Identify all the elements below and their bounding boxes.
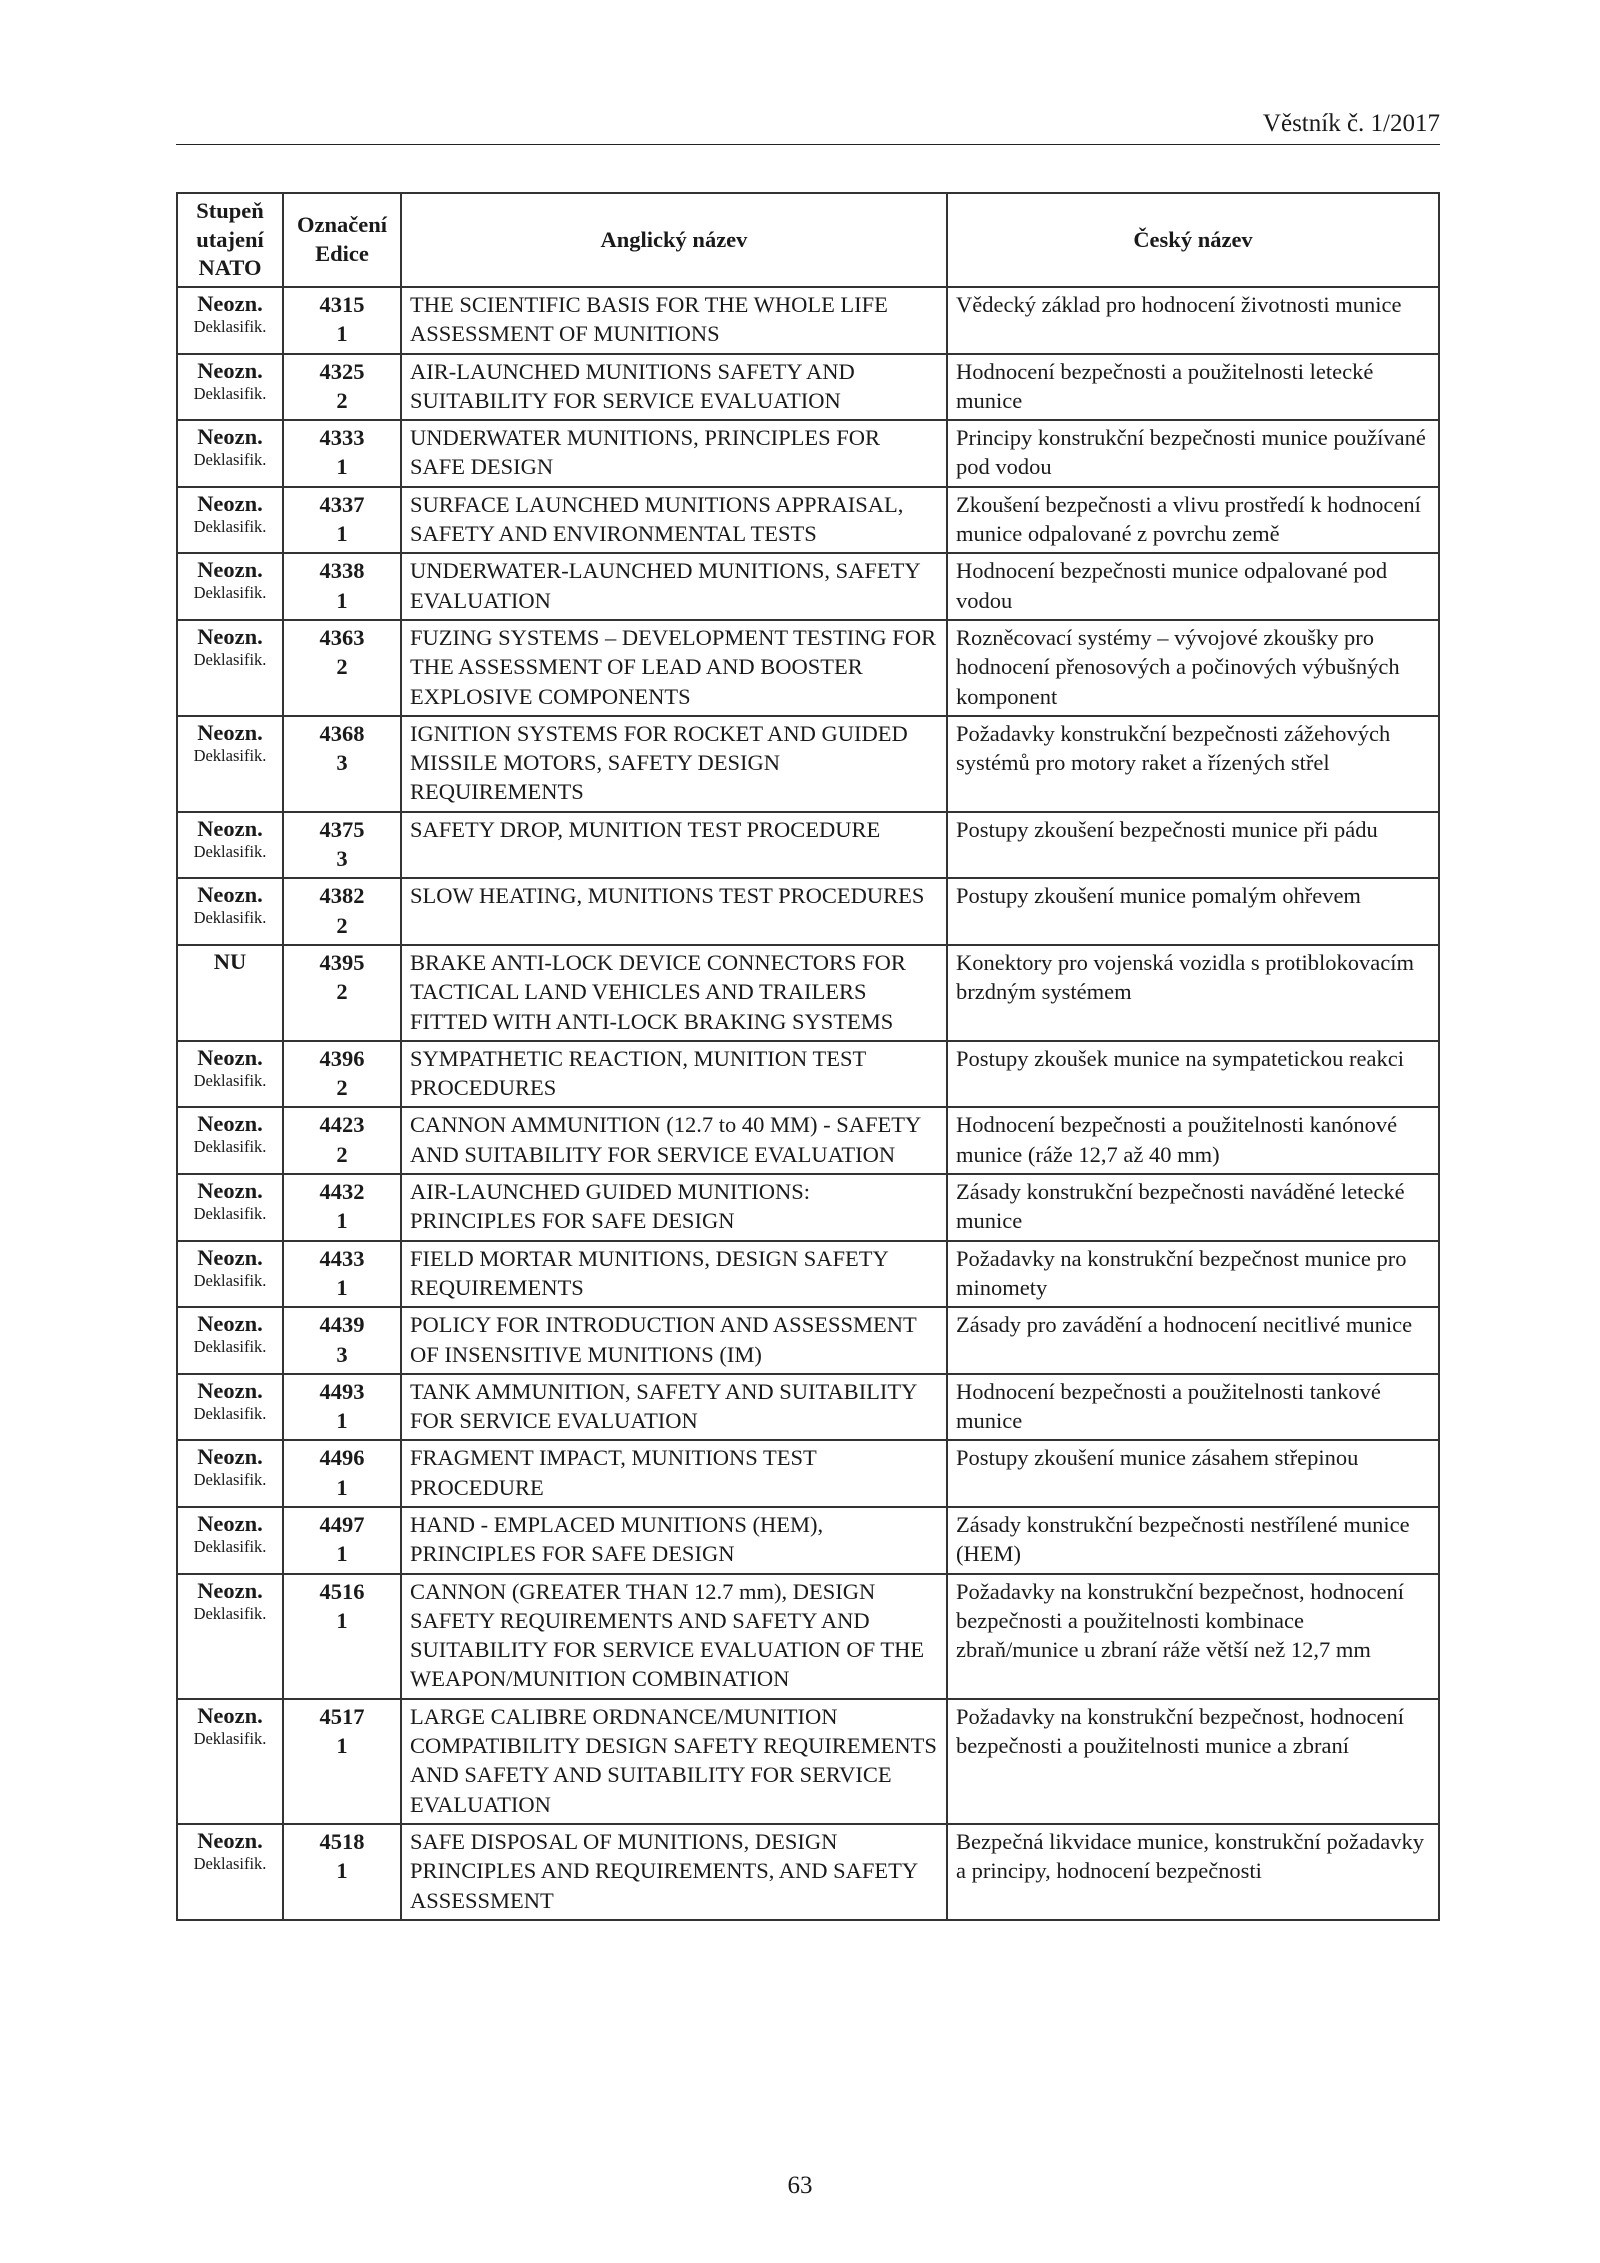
- designation-cell: [283, 354, 401, 421]
- table-row: [177, 1699, 1439, 1824]
- designation-cell: [283, 1374, 401, 1441]
- edition-number: 1: [336, 1208, 348, 1234]
- designation-cell: [283, 420, 401, 487]
- table-header-row: [177, 193, 1439, 287]
- english-name-cell: AIR-LAUNCHED MUNITIONS SAFETY AND SUITABILITY FOR SERVICE EVALUATION: [401, 354, 947, 421]
- czech-name-cell: Zásady konstrukční bezpečnosti nestřílené munice (HEM): [947, 1507, 1439, 1574]
- classification-level: NU: [213, 948, 247, 974]
- czech-name-cell: Hodnocení bezpečnosti a použitelnosti tankové munice: [947, 1374, 1439, 1441]
- classification-level: Neozn.: [197, 1377, 263, 1403]
- declassified-note: Deklasifik.: [193, 1603, 267, 1623]
- declassified-note: Deklasifik.: [193, 383, 267, 403]
- classification-cell: [177, 1307, 283, 1374]
- declassified-note: Deklasifik.: [193, 1204, 267, 1224]
- english-name-cell: AIR-LAUNCHED GUIDED MUNITIONS: PRINCIPLES FOR SAFE DESIGN: [401, 1174, 947, 1241]
- classification-cell: [177, 354, 283, 421]
- designation-cell: [283, 1699, 401, 1824]
- edition-number: 1: [336, 1541, 348, 1567]
- edition-number: 1: [336, 1607, 348, 1633]
- czech-name-cell: Hodnocení bezpečnosti munice odpalované pod vodou: [947, 553, 1439, 620]
- designation-cell: [283, 553, 401, 620]
- table-row: [177, 1440, 1439, 1507]
- designation-cell: [283, 1307, 401, 1374]
- designation-cell: [283, 487, 401, 554]
- english-name-cell: SAFETY DROP, MUNITION TEST PROCEDURE: [401, 812, 947, 879]
- edition-number: 1: [336, 321, 348, 347]
- classification-level: Neozn.: [197, 1044, 263, 1070]
- declassified-note: Deklasifik.: [193, 1137, 267, 1157]
- stanag-number: 4423: [319, 1112, 365, 1138]
- english-name-cell: FUZING SYSTEMS – DEVELOPMENT TESTING FOR THE ASSESSMENT OF LEAD AND BOOSTER EXPLOSIVE COMPONENTS: [401, 620, 947, 716]
- edition-number: 1: [336, 1408, 348, 1434]
- english-name-cell: CANNON (GREATER THAN 12.7 mm), DESIGN SAFETY REQUIREMENTS AND SAFETY AND SUITABILITY FOR SERVICE EVALUATION OF THE WEAPON/MUNITION COMBINATION: [401, 1574, 947, 1699]
- stanag-number: 4396: [319, 1045, 365, 1071]
- edition-number: 1: [336, 1858, 348, 1884]
- declassified-note: Deklasifik.: [193, 745, 267, 765]
- stanag-number: 4363: [319, 624, 365, 650]
- stanag-number: 4496: [319, 1445, 365, 1471]
- edition-number: 1: [336, 587, 348, 613]
- table-row: [177, 1574, 1439, 1699]
- edition-number: 3: [336, 846, 348, 872]
- classification-cell: [177, 1041, 283, 1108]
- classification-level: Neozn.: [197, 424, 263, 450]
- designation-cell: [283, 1824, 401, 1920]
- edition-number: 2: [336, 387, 348, 413]
- declassified-note: Deklasifik.: [193, 1536, 267, 1556]
- classification-level: Neozn.: [197, 1827, 263, 1853]
- classification-level: Neozn.: [197, 357, 263, 383]
- table-row: [177, 1241, 1439, 1308]
- edition-number: 2: [336, 912, 348, 938]
- stanag-number: 4395: [319, 949, 365, 975]
- czech-name-cell: Konektory pro vojenská vozidla s protiblokovacím brzdným systémem: [947, 945, 1439, 1041]
- stanag-number: 4375: [319, 816, 365, 842]
- classification-level: Neozn.: [197, 623, 263, 649]
- classification-cell: [177, 287, 283, 354]
- table-row: [177, 1507, 1439, 1574]
- table-row: [177, 1041, 1439, 1108]
- english-name-cell: FRAGMENT IMPACT, MUNITIONS TEST PROCEDURE: [401, 1440, 947, 1507]
- table-row: [177, 812, 1439, 879]
- czech-name-cell: Postupy zkoušek munice na sympatetickou reakci: [947, 1041, 1439, 1108]
- designation-cell: [283, 287, 401, 354]
- classification-cell: [177, 1174, 283, 1241]
- edition-number: 1: [336, 454, 348, 480]
- classification-cell: [177, 487, 283, 554]
- declassified-note: Deklasifik.: [193, 1470, 267, 1490]
- classification-level: Neozn.: [197, 882, 263, 908]
- classification-cell: [177, 945, 283, 1041]
- table-row: [177, 287, 1439, 354]
- designation-cell: [283, 1574, 401, 1699]
- classification-level: Neozn.: [197, 1577, 263, 1603]
- declassified-note: Deklasifik.: [193, 516, 267, 536]
- czech-name-cell: Požadavky konstrukční bezpečnosti zážehových systémů pro motory raket a řízených střel: [947, 716, 1439, 812]
- edition-number: 1: [336, 1474, 348, 1500]
- designation-cell: [283, 620, 401, 716]
- page-number: 63: [787, 2172, 813, 2199]
- classification-level: Neozn.: [197, 490, 263, 516]
- classification-level: Neozn.: [197, 1244, 263, 1270]
- declassified-note: Deklasifik.: [193, 1270, 267, 1290]
- english-name-cell: SAFE DISPOSAL OF MUNITIONS, DESIGN PRINCIPLES AND REQUIREMENTS, AND SAFETY ASSESSMENT: [401, 1824, 947, 1920]
- classification-level: Neozn.: [197, 291, 263, 316]
- declassified-note: Deklasifik.: [193, 450, 267, 470]
- classification-cell: [177, 878, 283, 945]
- stanag-number: 4315: [319, 292, 365, 317]
- classification-cell: [177, 812, 283, 879]
- english-name-cell: HAND - EMPLACED MUNITIONS (HEM), PRINCIPLES FOR SAFE DESIGN: [401, 1507, 947, 1574]
- classification-level: Neozn.: [197, 1311, 263, 1337]
- czech-name-cell: Rozněcovací systémy – vývojové zkoušky pro hodnocení přenosových a počinových výbušných komponent: [947, 620, 1439, 716]
- designation-cell: [283, 716, 401, 812]
- edition-number: 2: [336, 1075, 348, 1101]
- edition-number: 1: [336, 1274, 348, 1300]
- declassified-note: Deklasifik.: [193, 583, 267, 603]
- edition-number: 2: [336, 979, 348, 1005]
- stanag-number: 4516: [319, 1578, 365, 1604]
- declassified-note: Deklasifik.: [193, 1853, 267, 1873]
- czech-name-cell: Zkoušení bezpečnosti a vlivu prostředí k hodnocení munice odpalované z povrchu země: [947, 487, 1439, 554]
- header-classification: Stupeň utajení NATO: [177, 193, 283, 287]
- classification-level: Neozn.: [197, 1111, 263, 1137]
- edition-number: 3: [336, 1341, 348, 1367]
- english-name-cell: LARGE CALIBRE ORDNANCE/MUNITION COMPATIBILITY DESIGN SAFETY REQUIREMENTS AND SAFETY AND SUITABILITY FOR SERVICE EVALUATION: [401, 1699, 947, 1824]
- classification-cell: [177, 420, 283, 487]
- english-name-cell: SURFACE LAUNCHED MUNITIONS APPRAISAL, SAFETY AND ENVIRONMENTAL TESTS: [401, 487, 947, 554]
- designation-cell: [283, 1174, 401, 1241]
- edition-number: 1: [336, 1733, 348, 1759]
- czech-name-cell: Požadavky na konstrukční bezpečnost, hodnocení bezpečnosti a použitelnosti kombinace zbraň/munice u zbraní ráže větší než 12,7 mm: [947, 1574, 1439, 1699]
- classification-level: Neozn.: [197, 1702, 263, 1728]
- table-row: [177, 716, 1439, 812]
- table-row: [177, 1374, 1439, 1441]
- table-row: [177, 620, 1439, 716]
- table-row: [177, 553, 1439, 620]
- czech-name-cell: Principy konstrukční bezpečnosti munice používané pod vodou: [947, 420, 1439, 487]
- designation-cell: [283, 1507, 401, 1574]
- classification-cell: [177, 1374, 283, 1441]
- stanag-number: 4337: [319, 491, 365, 517]
- table-row: [177, 945, 1439, 1041]
- stanag-number: 4493: [319, 1378, 365, 1404]
- classification-level: Neozn.: [197, 557, 263, 583]
- declassified-note: Deklasifik.: [193, 1728, 267, 1748]
- declassified-note: Deklasifik.: [193, 841, 267, 861]
- czech-name-cell: Postupy zkoušení munice zásahem střepinou: [947, 1440, 1439, 1507]
- classification-cell: [177, 620, 283, 716]
- header-english-name: Anglický název: [401, 193, 947, 287]
- declassified-note: Deklasifik.: [193, 649, 267, 669]
- header-designation: Označení Edice: [283, 193, 401, 287]
- czech-name-cell: Hodnocení bezpečnosti a použitelnosti letecké munice: [947, 354, 1439, 421]
- designation-cell: [283, 878, 401, 945]
- english-name-cell: POLICY FOR INTRODUCTION AND ASSESSMENT OF INSENSITIVE MUNITIONS (IM): [401, 1307, 947, 1374]
- edition-number: 1: [336, 521, 348, 547]
- stanag-number: 4432: [319, 1179, 365, 1205]
- english-name-cell: CANNON AMMUNITION (12.7 to 40 MM) - SAFETY AND SUITABILITY FOR SERVICE EVALUATION: [401, 1107, 947, 1174]
- table-row: [177, 354, 1439, 421]
- bulletin-title: Věstník č. 1/2017: [1262, 110, 1440, 137]
- stanag-number: 4325: [319, 358, 365, 384]
- stanag-number: 4433: [319, 1245, 365, 1271]
- english-name-cell: UNDERWATER-LAUNCHED MUNITIONS, SAFETY EVALUATION: [401, 553, 947, 620]
- czech-name-cell: Požadavky na konstrukční bezpečnost, hodnocení bezpečnosti a použitelnosti munice a zbraní: [947, 1699, 1439, 1824]
- czech-name-cell: Hodnocení bezpečnosti a použitelnosti kanónové munice (ráže 12,7 až 40 mm): [947, 1107, 1439, 1174]
- designation-cell: [283, 1041, 401, 1108]
- header-czech-name: Český název: [947, 193, 1439, 287]
- czech-name-cell: Postupy zkoušení munice pomalým ohřevem: [947, 878, 1439, 945]
- english-name-cell: TANK AMMUNITION, SAFETY AND SUITABILITY FOR SERVICE EVALUATION: [401, 1374, 947, 1441]
- english-name-cell: SLOW HEATING, MUNITIONS TEST PROCEDURES: [401, 878, 947, 945]
- czech-name-cell: Vědecký základ pro hodnocení životnosti munice: [947, 287, 1439, 354]
- stanag-number: 4497: [319, 1511, 365, 1537]
- stanag-number: 4518: [319, 1828, 365, 1854]
- standards-table: [176, 192, 1440, 1921]
- classification-cell: [177, 1241, 283, 1308]
- classification-cell: [177, 1440, 283, 1507]
- declassified-note: Deklasifik.: [193, 317, 267, 336]
- czech-name-cell: Požadavky na konstrukční bezpečnost munice pro minomety: [947, 1241, 1439, 1308]
- classification-cell: [177, 1824, 283, 1920]
- czech-name-cell: Zásady konstrukční bezpečnosti naváděné letecké munice: [947, 1174, 1439, 1241]
- classification-level: Neozn.: [197, 815, 263, 841]
- classification-cell: [177, 1699, 283, 1824]
- edition-number: 3: [336, 750, 348, 776]
- stanag-number: 4517: [319, 1703, 365, 1729]
- english-name-cell: BRAKE ANTI-LOCK DEVICE CONNECTORS FOR TACTICAL LAND VEHICLES AND TRAILERS FITTED WITH ANTI-LOCK BRAKING SYSTEMS: [401, 945, 947, 1041]
- classification-level: Neozn.: [197, 1510, 263, 1536]
- stanag-number: 4333: [319, 425, 365, 451]
- czech-name-cell: Postupy zkoušení bezpečnosti munice při pádu: [947, 812, 1439, 879]
- czech-name-cell: Bezpečná likvidace munice, konstrukční požadavky a principy, hodnocení bezpečnosti: [947, 1824, 1439, 1920]
- stanag-number: 4439: [319, 1312, 365, 1338]
- table-row: [177, 1824, 1439, 1920]
- page-header: [176, 110, 1440, 145]
- edition-number: 2: [336, 1141, 348, 1167]
- designation-cell: [283, 945, 401, 1041]
- english-name-cell: SYMPATHETIC REACTION, MUNITION TEST PROCEDURES: [401, 1041, 947, 1108]
- declassified-note: Deklasifik.: [193, 1337, 267, 1357]
- classification-level: Neozn.: [197, 719, 263, 745]
- declassified-note: Deklasifik.: [193, 908, 267, 928]
- edition-number: 2: [336, 654, 348, 680]
- classification-cell: [177, 1574, 283, 1699]
- english-name-cell: FIELD MORTAR MUNITIONS, DESIGN SAFETY REQUIREMENTS: [401, 1241, 947, 1308]
- designation-cell: [283, 1440, 401, 1507]
- table-row: [177, 420, 1439, 487]
- english-name-cell: UNDERWATER MUNITIONS, PRINCIPLES FOR SAFE DESIGN: [401, 420, 947, 487]
- table-row: [177, 487, 1439, 554]
- classification-cell: [177, 1107, 283, 1174]
- classification-cell: [177, 1507, 283, 1574]
- designation-cell: [283, 1107, 401, 1174]
- table-body: [177, 287, 1439, 1920]
- classification-cell: [177, 553, 283, 620]
- stanag-number: 4338: [319, 558, 365, 584]
- table-row: [177, 1174, 1439, 1241]
- stanag-number: 4368: [319, 720, 365, 746]
- stanag-number: 4382: [319, 883, 365, 909]
- czech-name-cell: Zásady pro zavádění a hodnocení necitlivé munice: [947, 1307, 1439, 1374]
- english-name-cell: THE SCIENTIFIC BASIS FOR THE WHOLE LIFE ASSESSMENT OF MUNITIONS: [401, 287, 947, 354]
- classification-level: Neozn.: [197, 1444, 263, 1470]
- table-row: [177, 878, 1439, 945]
- designation-cell: [283, 812, 401, 879]
- classification-cell: [177, 716, 283, 812]
- designation-cell: [283, 1241, 401, 1308]
- classification-level: Neozn.: [197, 1178, 263, 1204]
- table-row: [177, 1107, 1439, 1174]
- declassified-note: Deklasifik.: [193, 1403, 267, 1423]
- english-name-cell: IGNITION SYSTEMS FOR ROCKET AND GUIDED MISSILE MOTORS, SAFETY DESIGN REQUIREMENTS: [401, 716, 947, 812]
- declassified-note: Deklasifik.: [193, 1070, 267, 1090]
- table-row: [177, 1307, 1439, 1374]
